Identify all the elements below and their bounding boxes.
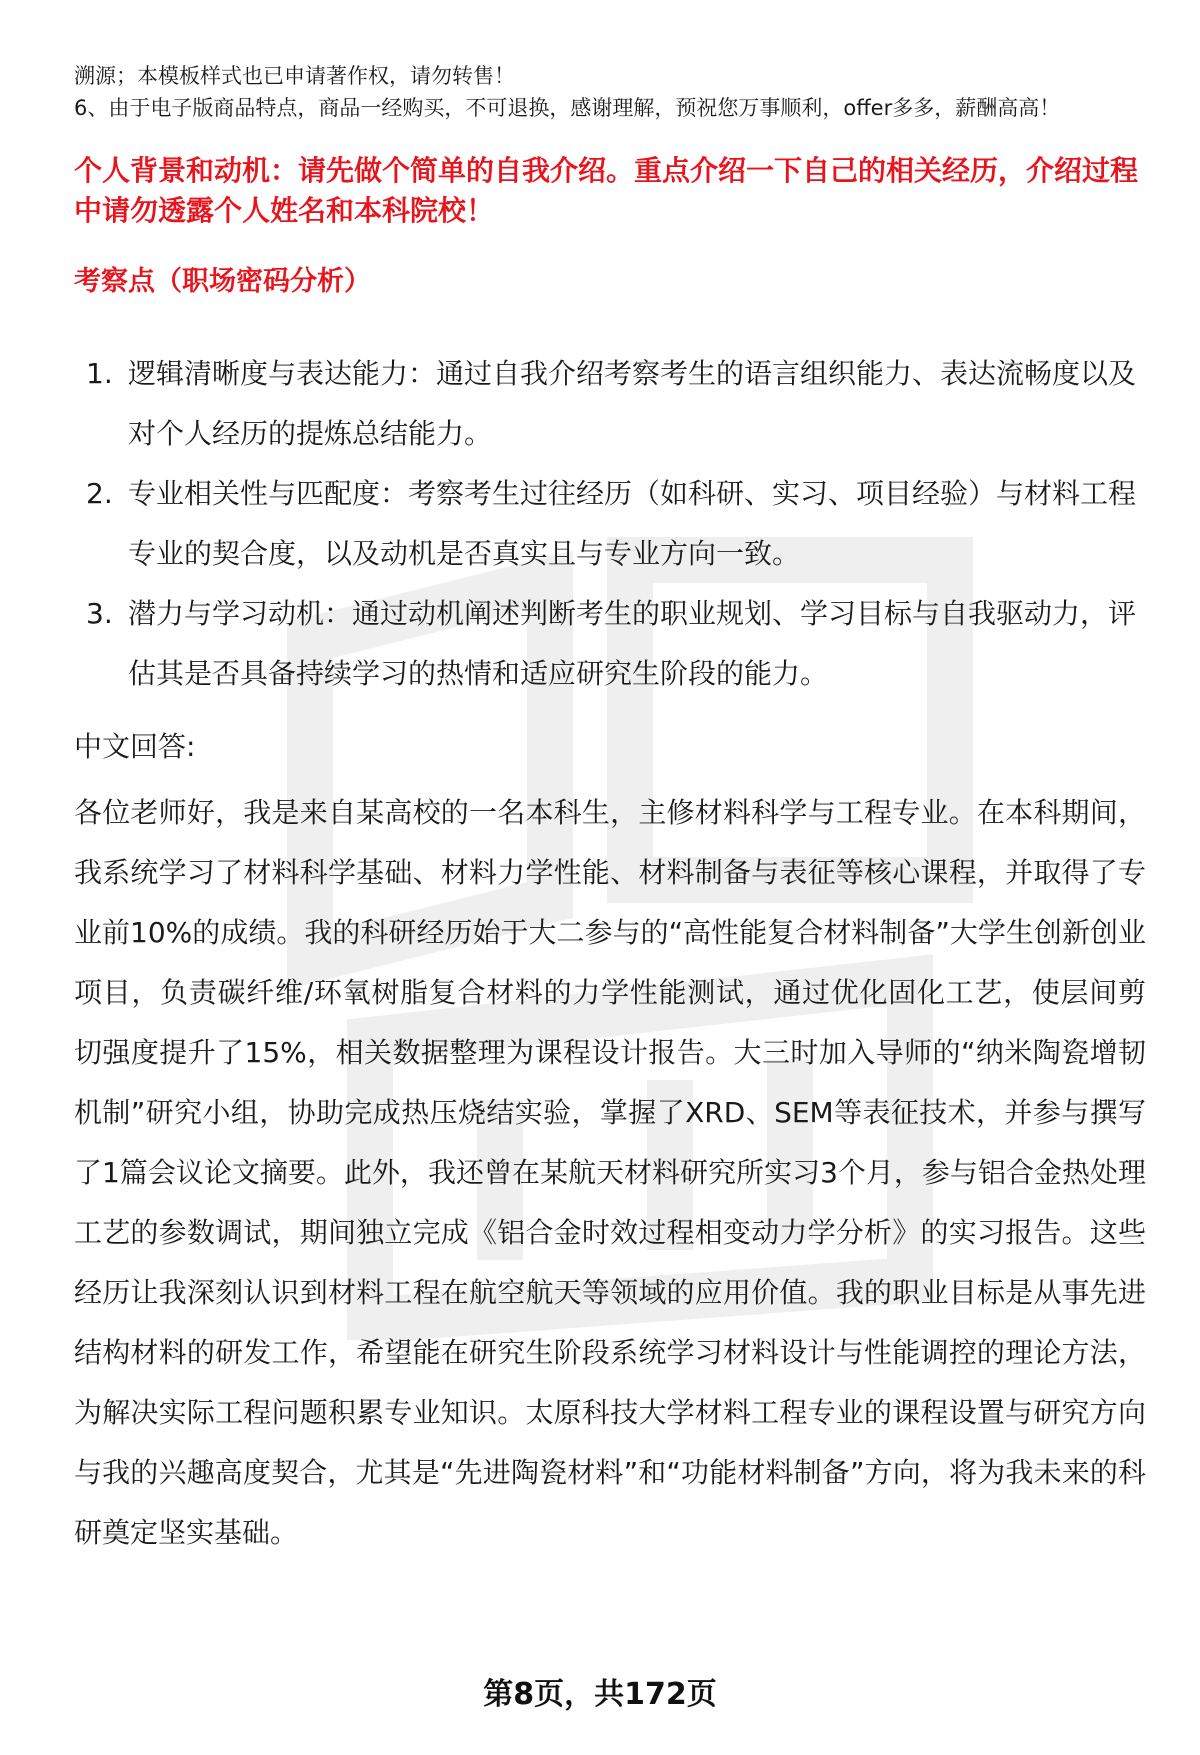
list-number: 1. (86, 357, 113, 390)
list-item (74, 464, 1144, 584)
note-line: 溯源；本模板样式也已申请著作权，请勿转售！ (74, 64, 515, 88)
assessment-list (74, 344, 1144, 704)
answer-body: 各位老师好，我是来自某高校的一名本科生，主修材料科学与工程专业。在本科期间，我系统学习了材料科学基础、材料力学性能、材料制备与表征等核心课程，并取得了专业前10%的成绩。我的科研经历始于大二参与的“高性能复合材料制备”大学生创新创业项目，负责碳纤维/环氧树脂复合材料的力学性能测试，通过优化固化工艺，使层间剪切强度提升了15%，相关数据整理为课程设计报告。大三时加入导师的“纳米陶瓷增韧机制”研究小组，协助完成热压烧结实验，掌握了XRD、SEM等表征技术，并参与撰写了1篇会议论文摘要。此外，我还曾在某航天材料研究所实习3个月，参与铝合金热处理工艺的参数调试，期间独立完成《铝合金时效过程相变动力学分析》的实习报告。这些经历让我深刻认识到材料工程在航空航天等领域的应用价值。我的职业目标是从事先进结构材料的研发工作，希望能在研究生阶段系统学习材料设计与性能调控的理论方法，为解决实际工程问题积累专业知识。太原科技大学材料工程专业的课程设置与研究方向与我的兴趣高度契合，尤其是“先进陶瓷材料”和“功能材料制备”方向，将为我未来的科研奠定坚实基础。 (74, 796, 1146, 1549)
list-number: 3. (86, 597, 113, 630)
question-heading: 个人背景和动机：请先做个简单的自我介绍。重点介绍一下自己的相关经历，介绍过程中请勿透露个人姓名和本科院校！ (74, 154, 1139, 227)
list-item (74, 344, 1144, 464)
notes-block (74, 60, 1134, 124)
list-number: 2. (86, 477, 113, 510)
page-number: 第8页，共172页 (483, 1677, 717, 1712)
assessment-title: 考察点（职场密码分析） (74, 266, 371, 297)
list-item-text: 潜力与学习动机：通过动机阐述判断考生的职业规划、学习目标与自我驱动力，评估其是否具备持续学习的热情和适应研究生阶段的能力。 (128, 597, 1137, 690)
list-item-text: 专业相关性与匹配度：考察考生过往经历（如科研、实习、项目经验）与材料工程专业的契合度，以及动机是否真实且与专业方向一致。 (128, 477, 1137, 570)
note-line: 6、由于电子版商品特点，商品一经购买，不可退换，感谢理解，预祝您万事顺利，offer多多，薪酬高高！ (74, 96, 1061, 120)
answer-label: 中文回答: (74, 730, 196, 763)
list-item (74, 584, 1144, 704)
list-item-text: 逻辑清晰度与表达能力：通过自我介绍考察考生的语言组织能力、表达流畅度以及对个人经历的提炼总结能力。 (128, 357, 1137, 450)
